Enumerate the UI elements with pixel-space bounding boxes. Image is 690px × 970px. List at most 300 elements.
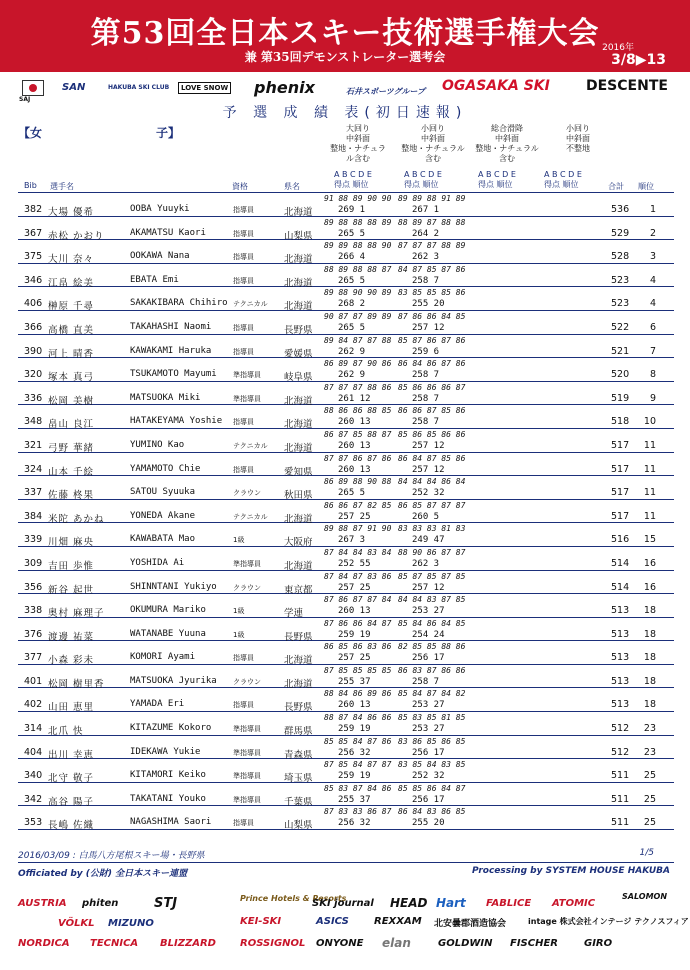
- prefecture-cell: 北海道: [284, 560, 313, 572]
- name-cell: 江畠 絵美: [48, 277, 95, 289]
- total-cell: 513: [611, 699, 630, 711]
- qualification-cell: 指導員: [233, 276, 254, 285]
- roma-name-cell: WATANABE Yuuna: [130, 628, 206, 639]
- col-name: 選手名: [50, 182, 74, 191]
- bib-cell: 377: [24, 652, 43, 664]
- event-line: 整地・ナチュラル含む: [330, 144, 386, 163]
- rank-cell: 23: [643, 746, 656, 758]
- prefecture-cell: 青森県: [284, 749, 313, 761]
- sponsor-logo: elan: [382, 936, 411, 950]
- rank-cell: 16: [643, 557, 656, 569]
- table-row: [18, 547, 674, 571]
- rank-cell: 2: [649, 227, 656, 239]
- table-row: [18, 712, 674, 736]
- judge-scores-2: 83 85 84 83 85: [398, 760, 466, 770]
- judge-scores-2: 83 85 85 85 86: [398, 288, 466, 298]
- judge-scores-1: 87 85 85 85 85: [324, 665, 392, 675]
- name-cell: 長嶋 佐織: [48, 820, 95, 832]
- roma-name-cell: KITAMORI Keiko: [130, 770, 206, 781]
- name-cell: 高谷 陽子: [48, 796, 95, 808]
- prefecture-cell: 大阪府: [284, 537, 313, 549]
- qualification-cell: テクニカル: [233, 512, 268, 521]
- score-rank-2: 264 2: [412, 228, 440, 239]
- total-cell: 536: [611, 204, 630, 215]
- prefecture-cell: 埼玉県: [284, 773, 313, 785]
- judge-scores-1: 87 86 86 84 87: [324, 618, 392, 628]
- rank-cell: 4: [649, 298, 656, 310]
- score-rank-2: 258 7: [412, 393, 440, 404]
- judge-scores-1: 89 89 88 88 90: [324, 241, 392, 251]
- score-rank-1: 265 5: [338, 488, 366, 499]
- event-line: 中斜面: [346, 134, 370, 143]
- score-rank-2: 252 32: [412, 771, 445, 782]
- judge-scores-2: 88 90 86 87 87: [398, 547, 466, 557]
- rank-cell: 8: [649, 369, 656, 381]
- prefecture-cell: 北海道: [284, 513, 313, 525]
- roma-name-cell: YUMINO Kao: [130, 439, 185, 450]
- rank-cell: 25: [643, 793, 656, 805]
- judge-scores-2: 85 84 87 84 82: [398, 689, 466, 699]
- judges-label: A B C D E: [478, 170, 516, 179]
- bib-cell: 338: [24, 605, 43, 617]
- event-line: 小回り: [421, 124, 445, 133]
- bib-cell: 404: [24, 746, 43, 758]
- bib-cell: 390: [24, 345, 43, 357]
- qualification-cell: テクニカル: [233, 441, 268, 450]
- judge-scores-2: 84 87 85 87 86: [398, 264, 466, 274]
- rank-cell: 18: [643, 628, 656, 640]
- name-cell: 出川 幸恵: [48, 749, 95, 761]
- rank-cell: 11: [643, 463, 656, 475]
- roma-name-cell: MATSUOKA Jyurika: [130, 675, 217, 686]
- table-row: [18, 453, 674, 477]
- score-rank-2: 258 7: [412, 275, 440, 286]
- judge-scores-2: 85 85 86 84 87: [398, 783, 466, 793]
- bib-cell: 336: [24, 392, 43, 404]
- table-row: [18, 736, 674, 760]
- qualification-cell: 指導員: [233, 701, 254, 710]
- name-cell: 佐藤 柊果: [48, 490, 95, 502]
- score-rank-1: 260 13: [338, 440, 371, 451]
- score-rank-2: 257 12: [412, 582, 445, 593]
- judge-scores-1: 89 88 88 88 89: [324, 217, 392, 227]
- score-rank-1: 256 32: [338, 818, 371, 829]
- judge-scores-1: 88 89 88 88 87: [324, 264, 392, 274]
- roma-name-cell: EBATA Emi: [130, 274, 179, 285]
- roma-name-cell: SATOU Syuuka: [130, 487, 196, 498]
- roma-name-cell: KAWABATA Mao: [130, 534, 196, 545]
- sponsor-logo: HEAD: [390, 896, 428, 910]
- bib-cell: 384: [24, 510, 43, 522]
- event-line: 不整地: [566, 144, 590, 153]
- judge-scores-2: 86 85 87 87 87: [398, 500, 466, 510]
- rank-cell: 18: [643, 675, 656, 687]
- score-rank-1: 259 19: [338, 771, 371, 782]
- table-row: [18, 311, 674, 335]
- results-table: [18, 193, 674, 830]
- name-cell: 北爪 快: [48, 726, 84, 738]
- judge-scores-2: 86 84 83 86 85: [398, 807, 466, 817]
- qualification-cell: 指導員: [233, 206, 254, 214]
- total-cell: 528: [611, 251, 630, 263]
- score-rank-1: 260 13: [338, 417, 371, 428]
- score-rank-1: 259 19: [338, 724, 371, 735]
- judge-scores-2: 85 86 85 86 86: [398, 429, 466, 439]
- total-cell: 522: [611, 321, 630, 333]
- sponsor-logo: SAJ: [19, 96, 31, 103]
- score-rank-2: 259 6: [412, 346, 440, 357]
- qualification-cell: 指導員: [233, 347, 254, 356]
- bib-cell: 366: [24, 321, 43, 333]
- report-title: 予 選 成 績 表(初日速報): [222, 105, 468, 121]
- event-line: 小回り: [566, 124, 590, 133]
- score-rank-1: 260 13: [338, 464, 371, 475]
- table-row: [18, 405, 674, 429]
- page-subtitle: 兼 第35回デモンストレーター選考会: [244, 50, 446, 64]
- table-row: [18, 806, 674, 830]
- rank-cell: 16: [643, 581, 656, 593]
- rank-cell: 25: [643, 817, 656, 829]
- roma-name-cell: AKAMATSU Kaori: [130, 227, 206, 238]
- total-cell: 513: [611, 628, 630, 640]
- table-row: [18, 641, 674, 665]
- prefecture-cell: 岐阜県: [284, 372, 313, 384]
- name-cell: 松岡 美樹: [48, 395, 95, 407]
- saj-flag-icon: [22, 80, 44, 96]
- rank-cell: 15: [643, 534, 656, 546]
- bib-cell: 337: [24, 487, 43, 499]
- judge-scores-1: 87 85 84 87 87: [324, 760, 392, 770]
- roma-name-cell: IDEKAWA Yukie: [130, 746, 201, 757]
- footer-official: Officiated by (公財) 全日本スキー連盟: [18, 869, 188, 879]
- score-rank-1: 256 32: [338, 747, 371, 758]
- roma-name-cell: TSUKAMOTO Mayumi: [130, 369, 217, 380]
- roma-name-cell: SAKAKIBARA Chihiro: [130, 298, 228, 309]
- qualification-cell: 指導員: [233, 465, 254, 474]
- table-row: [18, 240, 674, 264]
- prefecture-cell: 北海道: [284, 207, 313, 218]
- roma-name-cell: YAMAMOTO Chie: [130, 463, 201, 474]
- rank-cell: 10: [643, 416, 656, 428]
- score-rank-2: 262 3: [412, 558, 440, 569]
- rank-cell: 11: [643, 510, 656, 522]
- judges-label: A B C D E: [544, 170, 582, 179]
- roma-name-cell: KITAZUME Kokoro: [130, 723, 212, 734]
- qualification-cell: 準指導員: [233, 559, 261, 568]
- rank-cell: 3: [649, 251, 656, 263]
- name-cell: 米陀 あかね: [48, 513, 105, 525]
- bib-cell: 340: [24, 770, 43, 782]
- score-rank-1: 265 5: [338, 275, 366, 286]
- judges-header-2: [404, 170, 442, 190]
- score-rank-1: 260 13: [338, 700, 371, 711]
- prefecture-cell: 愛媛県: [284, 348, 313, 360]
- footer-page: 1/5: [639, 848, 654, 858]
- qualification-cell: 準指導員: [233, 772, 261, 781]
- score-rank-2: 262 3: [412, 252, 440, 263]
- total-cell: 511: [611, 817, 630, 829]
- footer-processing: Processing by SYSTEM HOUSE HAKUBA: [472, 866, 670, 876]
- score-rank-1: 260 13: [338, 606, 371, 617]
- sponsor-logo: Hart: [436, 896, 466, 910]
- prefecture-cell: 東京都: [284, 584, 313, 596]
- name-cell: 松岡 樹里香: [48, 678, 105, 690]
- qualification-cell: 1級: [233, 630, 245, 639]
- judge-scores-2: 85 84 86 84 85: [398, 618, 466, 628]
- total-cell: 513: [611, 652, 630, 664]
- judge-scores-2: 85 86 86 86 87: [398, 382, 466, 392]
- judge-scores-1: 89 84 87 87 88: [324, 335, 392, 345]
- qualification-cell: 指導員: [233, 253, 254, 262]
- qualification-cell: 準指導員: [233, 725, 261, 734]
- name-cell: 榊原 千尋: [48, 301, 95, 313]
- sponsor-logo: GIRO: [584, 938, 613, 949]
- qualification-cell: 指導員: [233, 229, 254, 238]
- score-rank-2: 254 24: [412, 629, 445, 640]
- sponsor-logo: phiten: [82, 898, 119, 909]
- judge-scores-1: 86 86 87 82 85: [324, 500, 392, 510]
- total-cell: 520: [611, 369, 630, 381]
- bib-cell: 309: [24, 557, 43, 569]
- score-rank-2: 257 12: [412, 464, 445, 475]
- name-cell: 渡邊 祐菜: [48, 631, 95, 643]
- score-rank-1: 257 25: [338, 582, 371, 593]
- score-label: 得点 順位: [544, 180, 579, 189]
- footer-divider: [18, 862, 674, 863]
- sponsor-logo: DESCENTE: [586, 78, 668, 94]
- bib-cell: 376: [24, 628, 43, 640]
- judge-scores-1: 87 84 84 83 84: [324, 547, 392, 557]
- judge-scores-1: 85 85 84 87 86: [324, 736, 392, 746]
- score-rank-2: 256 17: [412, 747, 445, 758]
- roma-name-cell: KAWAKAMI Haruka: [130, 345, 212, 356]
- col-rank: 順位: [638, 182, 654, 191]
- prefecture-cell: 山梨県: [284, 820, 313, 832]
- col-bib: Bib: [24, 181, 37, 190]
- name-cell: 小森 彩未: [48, 655, 95, 667]
- score-label: 得点 順位: [404, 180, 439, 189]
- judge-scores-1: 87 83 83 86 87: [324, 807, 392, 817]
- judge-scores-1: 90 87 87 89 89: [324, 311, 392, 321]
- score-rank-2: 257 12: [412, 440, 445, 451]
- total-cell: 517: [611, 487, 630, 499]
- qualification-cell: テクニカル: [233, 300, 268, 309]
- total-cell: 514: [611, 557, 630, 569]
- sponsor-logo: SALOMON: [622, 892, 668, 901]
- judge-scores-1: 87 86 87 87 84: [324, 595, 392, 605]
- sponsor-logo: Prince Hotels & Resorts: [240, 894, 347, 903]
- sponsor-logo: STJ: [154, 896, 178, 911]
- qualification-cell: 準指導員: [233, 371, 261, 380]
- name-cell: 新谷 起世: [48, 584, 95, 596]
- judge-scores-2: 84 84 84 86 84: [398, 477, 466, 487]
- score-rank-2: 253 27: [412, 700, 445, 711]
- sponsor-logo: phenix: [254, 78, 315, 97]
- sponsor-logo: FABLICE: [486, 898, 532, 909]
- col-pref: 県名: [284, 182, 300, 191]
- bib-cell: 348: [24, 416, 43, 428]
- score-rank-2: 267 1: [412, 205, 440, 215]
- qualification-cell: クラウン: [233, 677, 261, 686]
- name-cell: 高橋 直美: [48, 324, 95, 336]
- judge-scores-2: 83 83 83 81 83: [398, 524, 466, 534]
- roma-name-cell: SHINNTANI Yukiyo: [130, 581, 217, 592]
- score-rank-1: 268 2: [338, 299, 366, 310]
- bib-cell: 402: [24, 699, 43, 711]
- score-rank-2: 253 27: [412, 724, 445, 735]
- table-row: [18, 193, 674, 217]
- roma-name-cell: NAGASHIMA Saori: [130, 817, 212, 828]
- qualification-cell: 1級: [233, 536, 245, 545]
- table-row: [18, 665, 674, 689]
- total-cell: 517: [611, 439, 630, 451]
- category-label: [18, 124, 198, 141]
- sponsor-logo: SKI journal: [312, 898, 374, 909]
- table-row: [18, 759, 674, 783]
- sponsor-logo: intage 株式会社インテージ テクノスフィア: [528, 917, 689, 926]
- qualification-cell: 指導員: [233, 819, 254, 828]
- sponsor-logo: ONYONE: [316, 938, 364, 949]
- sponsor-logo: ROSSIGNOL: [240, 938, 306, 949]
- total-cell: 523: [611, 274, 630, 286]
- judge-scores-2: 87 87 87 88 89: [398, 241, 466, 251]
- qualification-cell: クラウン: [233, 583, 261, 592]
- table-row: [18, 382, 674, 406]
- rank-cell: 11: [643, 439, 656, 451]
- roma-name-cell: HATAKEYAMA Yoshie: [130, 416, 223, 427]
- event-header-3: [472, 124, 542, 164]
- table-row: [18, 476, 674, 500]
- sponsor-logo: LOVE SNOW: [178, 82, 231, 94]
- name-cell: 赤松 かおり: [48, 230, 105, 242]
- event-line: 中斜面: [495, 134, 519, 143]
- score-rank-2: 255 20: [412, 818, 445, 829]
- prefecture-cell: 千葉県: [284, 796, 313, 808]
- judge-scores-2: 87 86 86 84 85: [398, 311, 466, 321]
- prefecture-cell: 学連: [284, 608, 304, 620]
- sponsor-logo: GOLDWIN: [438, 938, 493, 949]
- sponsor-logo: AUSTRIA: [18, 898, 67, 909]
- total-cell: 518: [611, 416, 630, 428]
- prefecture-cell: 北海道: [284, 254, 313, 266]
- judges-label: A B C D E: [404, 170, 442, 179]
- rank-cell: 18: [643, 652, 656, 664]
- prefecture-cell: 北海道: [284, 301, 313, 313]
- total-cell: 513: [611, 605, 630, 617]
- sponsor-logos-bottom: [18, 890, 689, 960]
- score-rank-2: 257 12: [412, 322, 445, 333]
- sponsor-logo: FISCHER: [510, 938, 558, 949]
- judges-header-1: [334, 170, 372, 190]
- score-rank-1: 265 5: [338, 322, 366, 333]
- score-rank-2: 249 47: [412, 535, 445, 546]
- name-cell: 塚本 真弓: [48, 372, 95, 384]
- judge-scores-2: 88 89 87 88 88: [398, 217, 466, 227]
- judge-scores-2: 85 83 85 81 85: [398, 713, 466, 723]
- judge-scores-2: 82 85 85 88 86: [398, 642, 466, 652]
- footer-date-place: 2016/03/09 : 白馬八方尾根スキー場・長野県: [18, 851, 205, 861]
- name-cell: 北守 敬子: [48, 773, 95, 785]
- score-rank-1: 265 5: [338, 228, 366, 239]
- bib-cell: 367: [24, 227, 43, 239]
- total-cell: 517: [611, 463, 630, 475]
- table-row: [18, 523, 674, 547]
- sponsor-logo: NORDICA: [18, 938, 70, 949]
- total-cell: 523: [611, 298, 630, 310]
- prefecture-cell: 愛知県: [284, 466, 313, 478]
- score-rank-1: 266 4: [338, 252, 366, 263]
- sponsor-logo: ATOMIC: [552, 898, 596, 909]
- score-rank-2: 260 5: [412, 511, 440, 522]
- score-rank-2: 252 32: [412, 488, 445, 499]
- judges-header-3: [478, 170, 516, 190]
- score-label: 得点 順位: [478, 180, 513, 189]
- rank-cell: 6: [649, 321, 656, 333]
- prefecture-cell: 北海道: [284, 395, 313, 407]
- judge-scores-1: 91 88 89 90 90: [324, 194, 392, 203]
- bib-cell: 320: [24, 369, 43, 381]
- table-row: [18, 358, 674, 382]
- sponsor-logos-top: [16, 74, 676, 102]
- roma-name-cell: MATSUOKA Miki: [130, 392, 201, 403]
- judge-scores-1: 89 88 87 91 90: [324, 524, 392, 534]
- table-row: [18, 335, 674, 359]
- bib-cell: 406: [24, 298, 43, 310]
- name-cell: 山田 恵里: [48, 702, 95, 714]
- category-close: 子】: [156, 126, 181, 140]
- title-banner: [0, 0, 690, 72]
- event-header-2: [398, 124, 468, 164]
- judge-scores-2: 86 84 87 85 86: [398, 453, 466, 463]
- bib-cell: 353: [24, 817, 43, 829]
- rank-cell: 25: [643, 770, 656, 782]
- sponsor-logo: OGASAKA SKI: [442, 78, 550, 94]
- rank-cell: 11: [643, 487, 656, 499]
- prefecture-cell: 北海道: [284, 655, 313, 667]
- prefecture-cell: 長野県: [284, 324, 313, 336]
- prefecture-cell: 北海道: [284, 442, 313, 454]
- sponsor-logo: HAKUBA SKI CLUB: [108, 84, 170, 91]
- event-line: 中斜面: [421, 134, 445, 143]
- judge-scores-2: 84 84 83 87 85: [398, 595, 466, 605]
- bib-cell: 324: [24, 463, 43, 475]
- judge-scores-2: 85 87 85 87 85: [398, 571, 466, 581]
- table-row: [18, 500, 674, 524]
- score-rank-2: 258 7: [412, 370, 440, 381]
- total-cell: 512: [611, 746, 630, 758]
- total-cell: 516: [611, 534, 630, 546]
- sponsor-logo: TECNICA: [90, 938, 139, 949]
- rank-cell: 23: [643, 723, 656, 735]
- event-line: 整地・ナチュラル含む: [475, 144, 539, 163]
- total-cell: 511: [611, 793, 630, 805]
- score-rank-2: 256 17: [412, 794, 445, 805]
- roma-name-cell: OKUMURA Mariko: [130, 605, 206, 616]
- roma-name-cell: YAMADA Eri: [130, 699, 185, 710]
- score-rank-1: 269 1: [338, 205, 366, 215]
- name-cell: 山本 千絵: [48, 466, 95, 478]
- judge-scores-1: 86 89 87 90 86: [324, 359, 392, 369]
- prefecture-cell: 群馬県: [284, 726, 313, 738]
- qualification-cell: 指導員: [233, 418, 254, 427]
- judge-scores-1: 88 86 86 88 85: [324, 406, 392, 416]
- roma-name-cell: TAKATANI Youko: [130, 793, 206, 804]
- judge-scores-1: 88 87 84 86 86: [324, 713, 392, 723]
- judge-scores-1: 89 88 90 90 89: [324, 288, 392, 298]
- score-rank-2: 253 27: [412, 606, 445, 617]
- sponsor-logo: ASICS: [316, 916, 349, 927]
- judge-scores-2: 86 86 87 85 86: [398, 406, 466, 416]
